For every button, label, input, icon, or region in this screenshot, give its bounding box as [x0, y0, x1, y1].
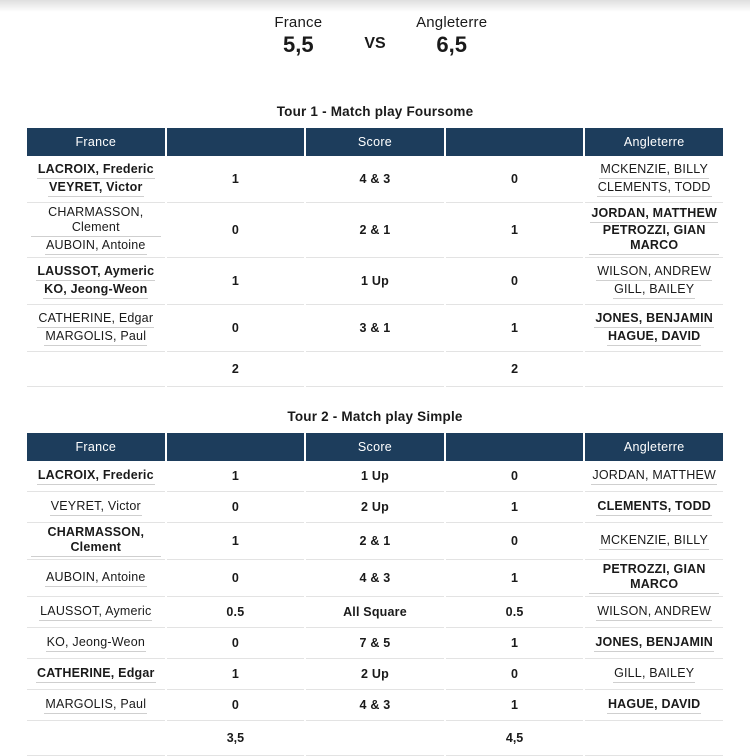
away-points: 1 — [446, 305, 584, 352]
away-points: 1 — [446, 203, 584, 258]
match-score: 1 Up — [306, 258, 444, 305]
spacer — [585, 721, 723, 756]
away-points: 1 — [446, 492, 584, 523]
home-players-cell — [27, 258, 165, 305]
player-link[interactable]: PETROZZI, GIAN MARCO — [589, 223, 719, 255]
player-line — [589, 281, 719, 299]
away-players-cell — [585, 628, 723, 659]
match-score: All Square — [306, 597, 444, 628]
player-line — [589, 665, 719, 683]
player-line — [31, 281, 161, 299]
player-line — [589, 532, 719, 550]
away-points: 0 — [446, 523, 584, 560]
match-results-table — [25, 128, 725, 387]
home-players-cell — [27, 523, 165, 560]
home-points: 0 — [167, 203, 305, 258]
player-line — [31, 525, 161, 557]
match-results-table — [25, 433, 725, 756]
away-players-cell — [585, 659, 723, 690]
away-points: 1 — [446, 560, 584, 597]
player-line — [31, 467, 161, 485]
match-row — [27, 659, 723, 690]
vs-label: VS — [364, 35, 386, 52]
match-row — [27, 258, 723, 305]
player-line — [589, 696, 719, 714]
player-link[interactable]: MARGOLIS, Paul — [44, 329, 147, 346]
player-line — [589, 498, 719, 516]
match-score: 2 & 1 — [306, 523, 444, 560]
player-line — [589, 467, 719, 485]
home-players-cell — [27, 560, 165, 597]
player-line — [589, 310, 719, 328]
home-points: 0 — [167, 628, 305, 659]
player-link[interactable]: VEYRET, Victor — [50, 499, 142, 516]
player-line — [31, 603, 161, 621]
away-points: 1 — [446, 628, 584, 659]
column-header-1: France — [27, 433, 165, 461]
home-players-cell — [27, 597, 165, 628]
player-line — [31, 161, 161, 179]
home-players-cell — [27, 690, 165, 721]
match-score: 2 Up — [306, 659, 444, 690]
player-link[interactable]: JORDAN, MATTHEW — [591, 468, 717, 485]
player-link[interactable]: CATHERINE, Edgar — [36, 666, 156, 683]
away-team-total-score: 6,5 — [436, 32, 467, 57]
player-link[interactable]: WILSON, ANDREW — [596, 264, 712, 281]
match-score: 4 & 3 — [306, 690, 444, 721]
home-points: 0 — [167, 305, 305, 352]
match-row — [27, 690, 723, 721]
match-score: 4 & 3 — [306, 156, 444, 203]
match-row — [27, 461, 723, 492]
away-players-cell — [585, 461, 723, 492]
away-players-cell — [585, 690, 723, 721]
home-points: 0 — [167, 492, 305, 523]
player-link[interactable]: CHARMASSON, Clement — [31, 525, 161, 557]
match-score: 4 & 3 — [306, 560, 444, 597]
player-link[interactable]: CLEMENTS, TODD — [597, 180, 712, 197]
match-row — [27, 492, 723, 523]
away-players-cell — [585, 523, 723, 560]
home-players-cell — [27, 156, 165, 203]
player-link[interactable]: JONES, BENJAMIN — [594, 635, 714, 652]
rounds-container — [0, 104, 750, 756]
home-points: 1 — [167, 258, 305, 305]
spacer — [585, 352, 723, 387]
player-line — [589, 603, 719, 621]
home-players-cell — [27, 203, 165, 258]
spacer — [306, 352, 444, 387]
player-link[interactable]: VEYRET, Victor — [48, 180, 144, 197]
player-line — [31, 696, 161, 714]
column-header-5: Angleterre — [585, 128, 723, 156]
player-line — [31, 328, 161, 346]
home-team-name: France — [274, 14, 323, 31]
home-team-total-score: 5,5 — [283, 32, 314, 57]
home-players-cell — [27, 628, 165, 659]
player-link[interactable]: LAUSSOT, Aymeric — [36, 264, 155, 281]
match-scoreboard — [0, 0, 750, 58]
player-link[interactable]: LACROIX, Frederic — [37, 162, 155, 179]
player-line — [589, 179, 719, 197]
away-players-cell — [585, 492, 723, 523]
player-line — [31, 665, 161, 683]
totals-row — [27, 721, 723, 756]
player-line — [589, 161, 719, 179]
player-link[interactable]: AUBOIN, Antoine — [45, 238, 147, 255]
away-team-name: Angleterre — [416, 14, 488, 31]
away-players-cell — [585, 203, 723, 258]
player-link[interactable]: JORDAN, MATTHEW — [590, 206, 718, 223]
away-players-cell — [585, 597, 723, 628]
home-points: 1 — [167, 461, 305, 492]
away-total: 4,5 — [446, 721, 584, 756]
match-row — [27, 156, 723, 203]
round-title: Tour 2 - Match play Simple — [287, 409, 463, 424]
home-points: 0 — [167, 690, 305, 721]
column-header-2 — [167, 128, 305, 156]
home-points: 0 — [167, 560, 305, 597]
match-score: 2 & 1 — [306, 203, 444, 258]
player-line — [589, 634, 719, 652]
player-line — [31, 237, 161, 255]
away-players-cell — [585, 305, 723, 352]
player-link[interactable]: HAGUE, DAVID — [607, 329, 701, 346]
away-players-cell — [585, 156, 723, 203]
column-header-4 — [446, 433, 584, 461]
spacer — [27, 721, 165, 756]
team-away-summary — [416, 13, 488, 58]
table-header-row — [27, 433, 723, 461]
player-line — [31, 498, 161, 516]
player-line — [589, 263, 719, 281]
away-points: 0 — [446, 258, 584, 305]
player-link[interactable]: GILL, BAILEY — [613, 282, 695, 299]
player-link[interactable]: PETROZZI, GIAN MARCO — [589, 562, 719, 594]
home-total: 3,5 — [167, 721, 305, 756]
player-link[interactable]: GILL, BAILEY — [613, 666, 695, 683]
table-header-row — [27, 128, 723, 156]
home-total: 2 — [167, 352, 305, 387]
away-points: 0 — [446, 659, 584, 690]
player-link[interactable]: KO, Jeong-Weon — [43, 282, 148, 299]
player-line — [31, 569, 161, 587]
spacer — [306, 721, 444, 756]
column-header-1: France — [27, 128, 165, 156]
away-players-cell — [585, 258, 723, 305]
away-points: 0 — [446, 156, 584, 203]
player-line — [589, 205, 719, 223]
home-points: 1 — [167, 659, 305, 690]
column-header-3: Score — [306, 128, 444, 156]
player-link[interactable]: HAGUE, DAVID — [607, 697, 701, 714]
home-players-cell — [27, 461, 165, 492]
round-section-2 — [0, 409, 750, 756]
player-link[interactable]: MCKENZIE, BILLY — [599, 162, 709, 179]
column-header-5: Angleterre — [585, 433, 723, 461]
match-row — [27, 203, 723, 258]
match-row — [27, 305, 723, 352]
spacer — [27, 352, 165, 387]
away-points: 0.5 — [446, 597, 584, 628]
match-score: 7 & 5 — [306, 628, 444, 659]
column-header-2 — [167, 433, 305, 461]
match-score: 1 Up — [306, 461, 444, 492]
player-line — [589, 223, 719, 255]
home-players-cell — [27, 492, 165, 523]
player-link[interactable]: KO, Jeong-Weon — [46, 635, 146, 652]
away-points: 0 — [446, 461, 584, 492]
away-points: 1 — [446, 690, 584, 721]
away-total: 2 — [446, 352, 584, 387]
match-row — [27, 597, 723, 628]
player-link[interactable]: LAUSSOT, Aymeric — [39, 604, 152, 621]
home-players-cell — [27, 305, 165, 352]
totals-row — [27, 352, 723, 387]
home-points: 1 — [167, 523, 305, 560]
match-score: 3 & 1 — [306, 305, 444, 352]
round-title: Tour 1 - Match play Foursome — [276, 104, 474, 119]
match-row — [27, 628, 723, 659]
player-line — [31, 205, 161, 237]
home-points: 1 — [167, 156, 305, 203]
player-link[interactable]: MCKENZIE, BILLY — [599, 533, 709, 550]
match-row — [27, 523, 723, 560]
player-link[interactable]: JONES, BENJAMIN — [594, 311, 714, 328]
match-row — [27, 560, 723, 597]
player-line — [31, 310, 161, 328]
player-link[interactable]: CATHERINE, Edgar — [37, 311, 154, 328]
home-players-cell — [27, 659, 165, 690]
player-link[interactable]: LACROIX, Frederic — [37, 468, 155, 485]
player-line — [589, 562, 719, 594]
player-line — [31, 263, 161, 281]
away-players-cell — [585, 560, 723, 597]
player-link[interactable]: CLEMENTS, TODD — [596, 499, 712, 516]
match-score: 2 Up — [306, 492, 444, 523]
player-link[interactable]: CHARMASSON, Clement — [31, 205, 161, 237]
column-header-3: Score — [306, 433, 444, 461]
player-line — [31, 634, 161, 652]
player-link[interactable]: WILSON, ANDREW — [596, 604, 712, 621]
column-header-4 — [446, 128, 584, 156]
player-link[interactable]: MARGOLIS, Paul — [44, 697, 147, 714]
team-home-summary — [262, 13, 334, 58]
player-link[interactable]: AUBOIN, Antoine — [45, 570, 147, 587]
home-points: 0.5 — [167, 597, 305, 628]
round-section-1 — [0, 104, 750, 387]
player-line — [31, 179, 161, 197]
player-line — [589, 328, 719, 346]
